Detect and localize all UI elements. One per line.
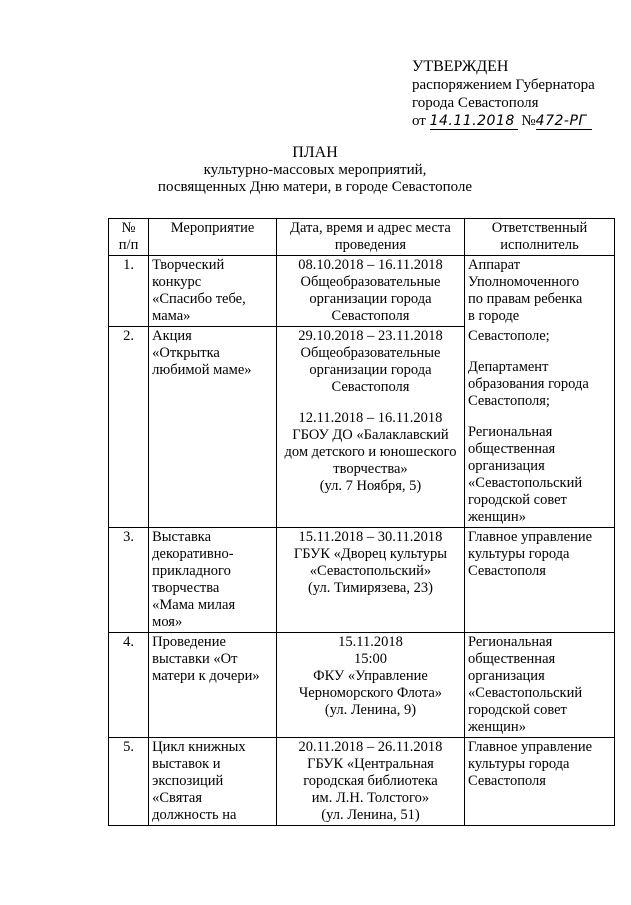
- header-resp-line: Ответственный: [491, 220, 588, 236]
- header-resp: [464, 219, 614, 256]
- row-date: [276, 527, 464, 632]
- row-num: 5.: [109, 737, 149, 825]
- event-line: творчества: [152, 579, 220, 596]
- header-num: [109, 219, 149, 256]
- header-date-line: Дата, время и адрес места: [290, 220, 451, 236]
- resp-line: Главное управление: [467, 738, 593, 755]
- row-event: [149, 737, 277, 825]
- date-line: (ул. Тимирязева, 23): [308, 579, 433, 596]
- resp-line: культуры города: [467, 545, 570, 562]
- table-row: [109, 527, 615, 632]
- row-event: [149, 527, 277, 632]
- approval-block: [412, 58, 595, 130]
- date-line: 15.11.2018 – 30.11.2018: [298, 528, 443, 545]
- row-num: 4.: [109, 632, 149, 737]
- event-line: Цикл книжных: [152, 738, 246, 755]
- resp-line: Севастополя: [467, 562, 546, 579]
- date-line: организации города: [309, 291, 432, 307]
- row-date: [276, 632, 464, 737]
- row-resp: [464, 256, 614, 327]
- resp-line: «Севастопольский: [467, 684, 583, 701]
- event-line: Проведение: [152, 633, 226, 650]
- row-event: [149, 256, 277, 327]
- row-date: [276, 327, 464, 528]
- date-line: 12.11.2018 – 16.11.2018: [298, 410, 443, 426]
- resp-line: общественная: [467, 650, 556, 667]
- resp-line: Аппарат: [467, 257, 521, 273]
- row-resp: [464, 527, 614, 632]
- approval-number: 472-РГ: [536, 114, 592, 130]
- event-line: конкурс: [152, 274, 202, 290]
- date-line: дом детского и юношеского: [284, 444, 457, 460]
- header-date: [276, 219, 464, 256]
- resp-line: «Севастопольский: [467, 474, 583, 491]
- row-resp: [464, 327, 614, 528]
- row-date: [276, 256, 464, 327]
- date-line: ГБУК «Центральная: [307, 755, 434, 772]
- date-line: 29.10.2018 – 23.11.2018: [298, 328, 443, 344]
- date-line: им. Л.Н. Толстого»: [311, 789, 430, 806]
- row-date: [276, 737, 464, 825]
- event-line: «Открытка: [152, 345, 220, 361]
- plan-title: [200, 144, 430, 161]
- row-resp: [464, 737, 614, 825]
- date-line: Севастополя: [331, 379, 410, 395]
- date-line: (ул. 7 Ноября, 5): [319, 478, 422, 494]
- event-line: любимой маме»: [152, 362, 252, 378]
- event-line: декоративно-: [152, 545, 234, 562]
- date-line: 08.10.2018 – 16.11.2018: [298, 257, 443, 273]
- number-label: №: [521, 113, 536, 129]
- header-date-line: проведения: [334, 237, 407, 253]
- resp-line: женщин»: [467, 718, 526, 735]
- resp-line: Уполномоченного: [467, 274, 580, 290]
- header-event: Мероприятие: [149, 219, 277, 256]
- approval-line-1: распоряжением Губернатора: [412, 77, 595, 93]
- row-event: [149, 632, 277, 737]
- plan-title-text: ПЛАН: [292, 144, 338, 161]
- plan-subtitle-line-2: посвященных Дню матери, в городе Севастополе: [157, 179, 473, 195]
- header-num-line: п/п: [118, 237, 139, 253]
- table-row: [109, 737, 615, 825]
- table-row: [109, 632, 615, 737]
- resp-line: общественная: [467, 440, 556, 457]
- resp-line: образования города: [467, 375, 589, 392]
- table-row: [109, 327, 615, 528]
- resp-line: Департамент: [467, 358, 549, 375]
- approval-line-2: города Севастополя: [412, 95, 539, 111]
- date-line: организации города: [309, 362, 432, 378]
- row-event: [149, 327, 277, 528]
- resp-line: Главное управление: [467, 528, 593, 545]
- resp-line: по правам ребенка: [467, 291, 583, 307]
- plan-subtitle: [120, 162, 510, 196]
- resp-line: Севастополя: [467, 772, 546, 789]
- event-line: мама»: [152, 308, 191, 324]
- event-line: выставок и: [152, 755, 221, 772]
- resp-line: женщин»: [467, 508, 526, 525]
- event-line: «Мама милая: [152, 596, 236, 613]
- event-line: экспозиций: [152, 772, 224, 789]
- event-line: «Спасибо тебе,: [152, 291, 246, 307]
- resp-line: организация: [467, 667, 545, 684]
- date-line: 15:00: [353, 650, 387, 667]
- header-num-line: №: [121, 220, 136, 236]
- plan-subtitle-line-1: культурно-массовых мероприятий,: [203, 162, 427, 178]
- event-line: Акция: [152, 328, 192, 344]
- row-num: 3.: [109, 527, 149, 632]
- resp-line: Региональная: [467, 633, 553, 650]
- table-row: [109, 256, 615, 327]
- date-line: (ул. Ленина, 9): [324, 701, 417, 718]
- date-line: Севастополя: [331, 308, 410, 324]
- approval-date-line: [412, 112, 595, 130]
- event-line: должность на: [152, 806, 237, 823]
- row-num: 1.: [109, 256, 149, 327]
- date-line: ГБУК «Дворец культуры: [293, 545, 448, 562]
- date-line: Черноморского Флота»: [298, 684, 443, 701]
- date-line: (ул. Ленина, 51): [321, 806, 420, 823]
- event-line: моя»: [152, 613, 183, 630]
- header-resp-line: исполнитель: [500, 237, 579, 253]
- event-line: матери к дочери»: [152, 667, 260, 684]
- events-table: [108, 218, 615, 826]
- event-line: Выставка: [152, 528, 212, 545]
- row-resp: [464, 632, 614, 737]
- approval-title: УТВЕРЖДЕН: [412, 58, 509, 75]
- approval-date: 14.11.2018: [430, 114, 518, 130]
- resp-line: культуры города: [467, 755, 570, 772]
- date-line: «Севастопольский»: [309, 562, 432, 579]
- resp-line: Севастополя;: [467, 392, 550, 409]
- row-num: 2.: [109, 327, 149, 528]
- resp-line: Севастополе;: [467, 327, 550, 344]
- resp-line: городской совет: [467, 701, 567, 718]
- event-line: прикладного: [152, 562, 231, 579]
- date-line: Общеобразовательные: [300, 274, 441, 290]
- date-line: творчества»: [333, 461, 408, 477]
- date-line: городская библиотека: [303, 772, 438, 789]
- resp-line: городской совет: [467, 491, 567, 508]
- date-line: Общеобразовательные: [300, 345, 441, 361]
- table-header-row: [109, 219, 615, 256]
- resp-line: организация: [467, 457, 545, 474]
- event-line: «Святая: [152, 789, 203, 806]
- resp-line: Региональная: [467, 423, 553, 440]
- date-line: ФКУ «Управление: [313, 667, 428, 684]
- resp-line: в городе: [467, 308, 520, 324]
- event-line: выставки «От: [152, 650, 238, 667]
- event-line: Творческий: [152, 257, 225, 273]
- date-line: 20.11.2018 – 26.11.2018: [298, 738, 443, 755]
- from-label: от: [412, 113, 426, 129]
- date-line: 15.11.2018: [338, 633, 403, 650]
- date-line: ГБОУ ДО «Балаклавский: [292, 427, 449, 443]
